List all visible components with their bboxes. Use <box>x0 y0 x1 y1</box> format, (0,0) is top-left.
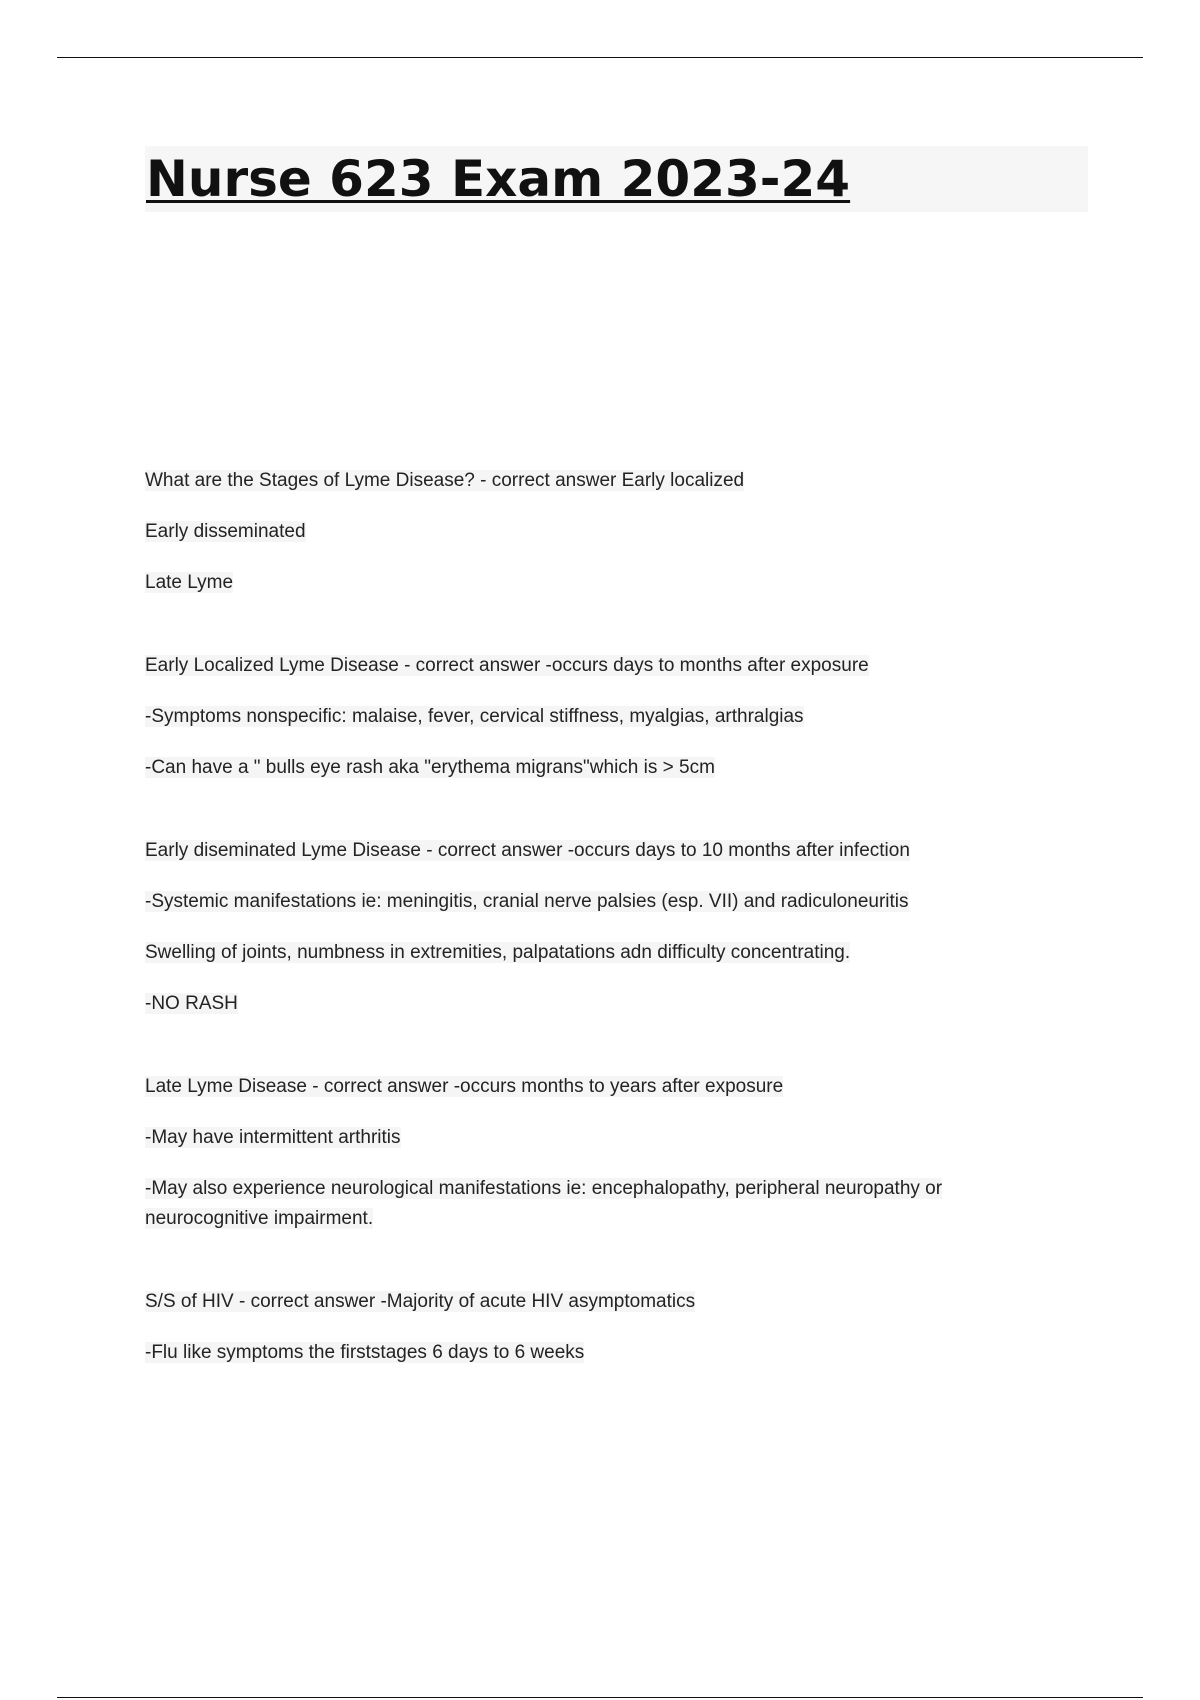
text-line: Swelling of joints, numbness in extremities, palpatations adn difficulty concentrating. <box>145 942 851 963</box>
qa-entry-early-disseminated <box>145 836 1045 1019</box>
qa-entry-lyme-stages <box>145 466 1045 598</box>
header-rule <box>57 57 1143 58</box>
text-line: -Symptoms nonspecific: malaise, fever, cervical stiffness, myalgias, arthralgias <box>145 706 804 727</box>
text-line: Early disseminated <box>145 521 306 542</box>
text-line: S/S of HIV - correct answer -Majority of acute HIV asymptomatics <box>145 1291 696 1312</box>
page-title: Nurse 623 Exam 2023-24 <box>146 150 851 208</box>
text-line: -NO RASH <box>145 993 238 1014</box>
text-line: -May have intermittent arthritis <box>145 1127 401 1148</box>
document-body <box>145 466 1045 1421</box>
qa-entry-hiv <box>145 1287 1045 1368</box>
text-line: Early Localized Lyme Disease - correct answer -occurs days to months after exposure <box>145 655 869 676</box>
text-line: -Flu like symptoms the firststages 6 days to 6 weeks <box>145 1342 585 1363</box>
text-line: Late Lyme Disease - correct answer -occurs months to years after exposure <box>145 1076 784 1097</box>
text-line: -May also experience neurological manifestations ie: encephalopathy, peripheral neuropathy or neurocognitive impairment. <box>145 1178 943 1229</box>
text-line: Early diseminated Lyme Disease - correct answer -occurs days to 10 months after infection <box>145 840 910 861</box>
footer-rule <box>57 1697 1143 1698</box>
qa-entry-early-localized <box>145 651 1045 783</box>
text-line: Late Lyme <box>145 572 234 593</box>
text-line: -Systemic manifestations ie: meningitis, cranial nerve palsies (esp. VII) and radiculoneuritis <box>145 891 909 912</box>
qa-entry-late-lyme <box>145 1072 1045 1234</box>
text-line: What are the Stages of Lyme Disease? - correct answer Early localized <box>145 470 745 491</box>
text-line: -Can have a " bulls eye rash aka "erythema migrans"which is > 5cm <box>145 757 715 778</box>
